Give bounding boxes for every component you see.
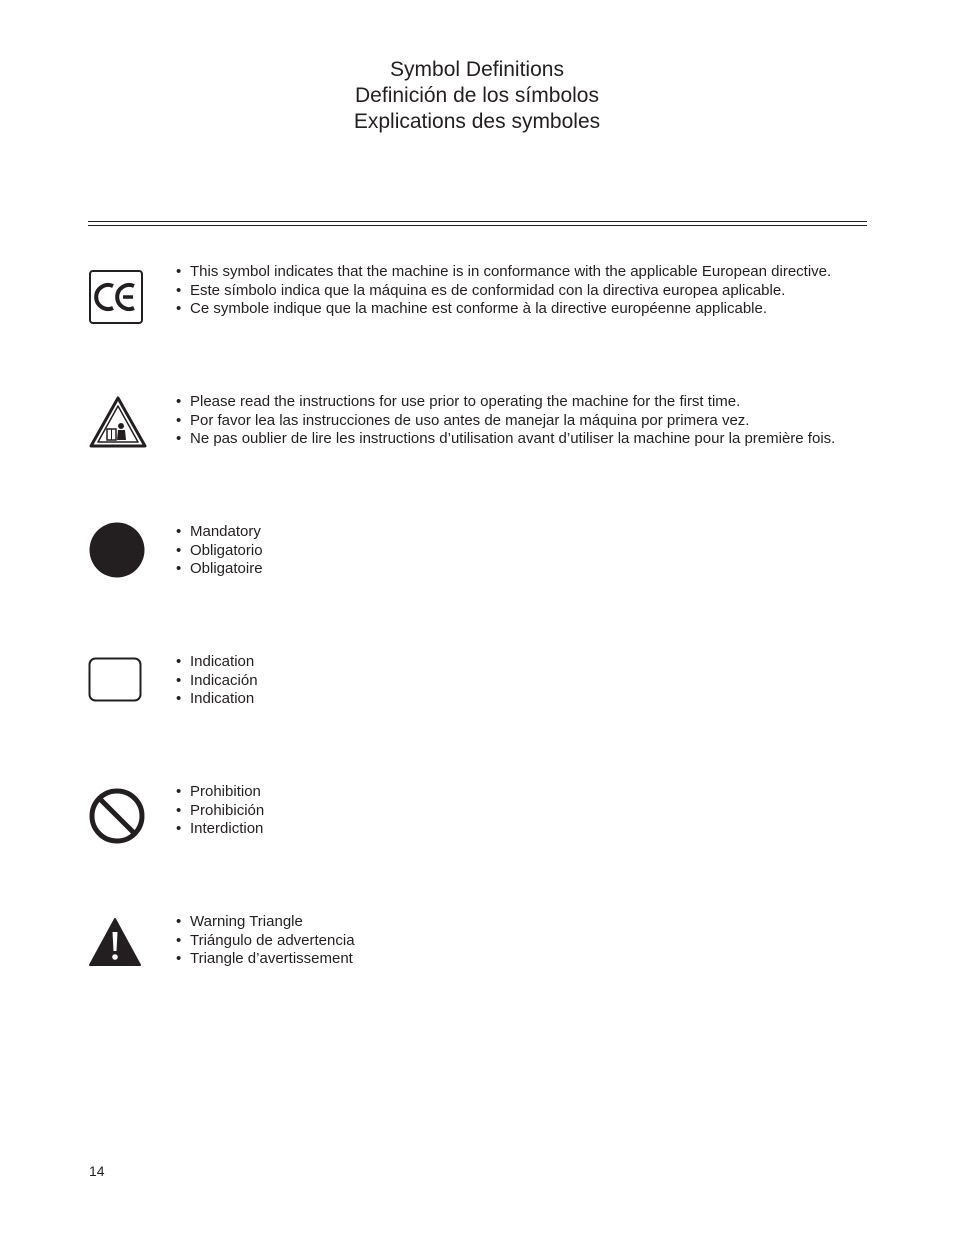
title-spanish: Definición de los símbolos [355, 84, 599, 107]
title-english: Symbol Definitions [390, 58, 564, 81]
list-item: • Indication [176, 690, 255, 707]
read-manual-description-list [176, 393, 835, 449]
warning-triangle-icon [88, 917, 148, 977]
list-item: • Triangle d’avertissement [176, 950, 353, 967]
ce-mark-icon [88, 269, 148, 329]
symbol-entry-warning [0, 913, 954, 993]
indication-box-icon [88, 657, 148, 717]
list-item: • Este símbolo indica que la máquina es de conformidad con la directiva europea aplicable. [176, 281, 786, 299]
mandatory-circle-icon [88, 521, 148, 581]
header-rule-bottom [88, 225, 867, 226]
ce-description-list [176, 263, 831, 319]
list-item: • Interdiction [176, 820, 264, 837]
list-item: • Ne pas oublier de lire les instructions d’utilisation avant d’utiliser la machine pour la première fois. [176, 430, 836, 447]
title-french: Explications des symboles [353, 110, 601, 133]
symbol-entry-indication [0, 653, 954, 733]
list-item: • This symbol indicates that the machine is in conformance with the applicable European directive. [176, 263, 832, 280]
list-item: • Please read the instructions for use prior to operating the machine for the first time. [176, 393, 741, 410]
list-item: • Por favor lea las instrucciones de uso antes de manejar la máquina por primera vez. [176, 411, 750, 429]
list-item: • Indication [176, 653, 255, 670]
indication-description-list [176, 653, 258, 709]
list-item: • Ce symbole indique que la machine est conforme à la directive européenne applicable. [176, 300, 768, 317]
page-title [0, 57, 954, 135]
symbol-entry-mandatory [0, 523, 954, 603]
list-item: • Obligatoire [176, 560, 263, 577]
list-item: • Prohibition [176, 783, 261, 800]
list-item: • Mandatory [176, 523, 261, 540]
list-item: • Warning Triangle [176, 913, 303, 930]
prohibition-icon [88, 787, 148, 847]
header-rule-top [88, 221, 867, 222]
symbol-entry-prohibition [0, 783, 954, 863]
symbol-entry-read-manual [0, 393, 954, 473]
list-item: • Prohibición [176, 801, 265, 819]
warning-description-list [176, 913, 355, 969]
list-item: • Indicación [176, 671, 258, 689]
symbol-entry-ce [0, 263, 954, 343]
list-item: • Obligatorio [176, 541, 263, 559]
prohibition-description-list [176, 783, 264, 839]
read-manual-warning-icon [88, 395, 148, 455]
page-number: 14 [89, 1163, 105, 1179]
list-item: • Triángulo de advertencia [176, 931, 355, 949]
mandatory-description-list [176, 523, 263, 579]
